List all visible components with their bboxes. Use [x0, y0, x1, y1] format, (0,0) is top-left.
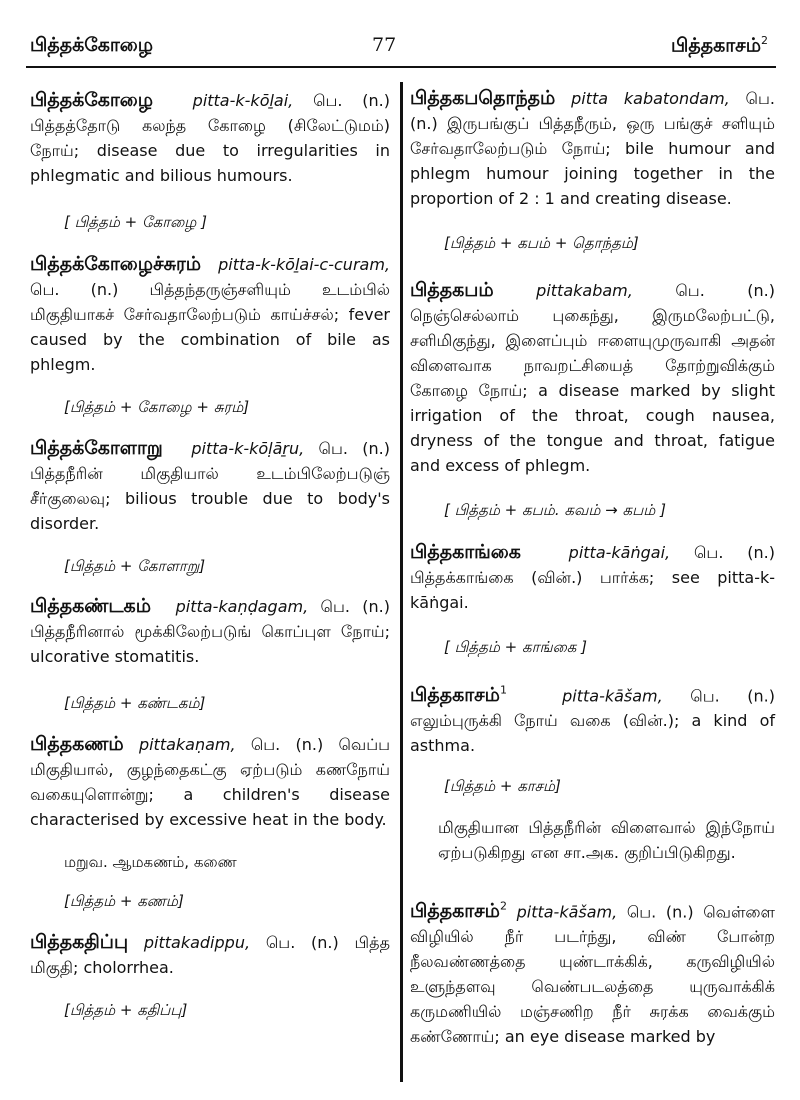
entry-headword: பித்தகபம்	[410, 279, 494, 301]
dictionary-entry	[410, 540, 775, 660]
entry-headword: பித்தகபதொந்தம்	[410, 87, 556, 109]
header-right-sup: 2	[761, 34, 768, 47]
entry-transliteration: pitta-kāšam,	[516, 902, 618, 922]
dictionary-entry	[30, 930, 390, 1023]
entry-pos: பெ. (n.)	[318, 439, 390, 458]
entry-transliteration: pittakaṇam,	[138, 735, 236, 754]
entry-headword	[410, 684, 507, 706]
entry-synonyms: மறுவ. ஆமகணம், கணை	[64, 853, 237, 871]
dictionary-entry	[30, 436, 390, 579]
dictionary-entry	[30, 252, 390, 420]
page-number: 77	[372, 34, 397, 56]
entry-headword: பித்தக்கோழை	[30, 89, 154, 111]
page-header	[0, 0, 800, 70]
dictionary-entry	[30, 88, 390, 235]
entry-etymology: [ பித்தம் + கோழை ]	[64, 213, 207, 231]
entry-transliteration: pitta-k-kōḷāṟu,	[191, 439, 305, 458]
entry-definition: வெப்ப மிகுதியால், குழந்தைகட்கு ஏற்படும் கணநோய் வகையுளொன்று; a children's disease characterised by excessive heat in the body.	[30, 735, 391, 829]
entry-transliteration: pittakadippu,	[143, 933, 251, 952]
entry-etymology: [பித்தம் + கண்டகம்]	[64, 694, 206, 712]
entry-headword: பித்தக்கோழைச்சுரம்	[30, 253, 202, 275]
entry-definition: நெஞ்செல்லாம் புகைந்து, இருமலேற்பட்டு, சளிமிகுந்து, இளைப்பும் ஈளையுமுருவாகி அதன் விளைவாக நாவறட்சியைத் தோற்றுவிக்கும் கோழை நோய்; a disease marked by slight irrigation of the throat, cough nausea, dryness of the tongue and throat, fatigue and excess of phlegm.	[410, 306, 775, 475]
entry-etymology: [பித்தம் + கதிப்பு]	[64, 1001, 188, 1019]
entry-headword: பித்தகணம்	[30, 733, 124, 755]
entry-etymology: [ பித்தம் + காங்கை ]	[444, 638, 587, 656]
entry-definition: வெள்ளை விழியில் நீர் படர்ந்து, விண் போன்ற நீலவண்ணத்தை யுண்டாக்கிக், கருவிழியில் உளுந்தளவு வெண்படலத்தை யுருவாக்கிக் கருமணியில் மஞ்சணிற நீர் சுரக்க வைக்கும் கண்ணோய்; an eye disease marked by	[410, 902, 775, 1047]
entry-transliteration: pitta-kāṅgai,	[568, 543, 671, 562]
dictionary-entry	[410, 894, 775, 1049]
entry-definition: பித்தக்காங்கை (வின்.) பார்க்க; see pitta-k-kāṅgai.	[410, 568, 775, 612]
entry-pos: பெ. (n.)	[675, 281, 775, 300]
entry-transliteration: pitta-kāšam,	[562, 686, 663, 706]
entry-headword: பித்தக்கோளாறு	[30, 437, 163, 459]
entry-etymology: [ பித்தம் + கபம். கவம் → கபம் ]	[444, 501, 666, 519]
entry-pos: பெ. (n.)	[410, 89, 775, 133]
entry-headword-text: பித்தகாசம்	[410, 684, 500, 707]
entry-definition: பித்தநீரினால் மூக்கிலேற்படுங் கொப்புள நோய்; ulcorative stomatitis.	[30, 622, 390, 666]
header-rule	[26, 66, 776, 68]
entry-transliteration: pitta-k-kōḻai-c-curam,	[218, 255, 390, 274]
entry-etymology: [பித்தம் + கணம்]	[64, 892, 184, 910]
entry-pos: பெ. (n.)	[30, 280, 119, 299]
entry-headword-sup: 1	[499, 684, 507, 697]
entry-headword: பித்தகண்டகம்	[30, 595, 151, 617]
entry-definition: பித்தநீரின் மிகுதியால் உடம்பிலேற்படுஞ் சீர்குலைவு; bilious trouble due to body's disorder.	[30, 464, 390, 533]
entry-headword: பித்தகதிப்பு	[30, 931, 129, 953]
dictionary-entry	[410, 278, 775, 523]
header-right-guideword	[671, 34, 768, 59]
entry-headword-sup: 2	[499, 900, 507, 913]
entry-transliteration: pittakabam,	[536, 281, 633, 300]
dictionary-entry	[30, 594, 390, 716]
entry-definition: பித்த மிகுதி; cholorrhea.	[30, 933, 390, 977]
entry-pos: பெ. (n.)	[320, 597, 390, 616]
entry-pos: பெ. (n.)	[250, 735, 324, 754]
entry-etymology: [பித்தம் + கோழை + சுரம்]	[64, 398, 250, 416]
entry-etymology: [பித்தம் + கோளாறு]	[64, 557, 206, 575]
dictionary-entry	[410, 86, 775, 256]
entry-pos: பெ. (n.)	[690, 686, 775, 706]
entry-etymology: [பித்தம் + கபம் + தொந்தம்]	[444, 234, 639, 252]
entry-definition: இருபங்குப் பித்தநீரும், ஒரு பங்குச் சளியும் சேர்வதாலேற்படும் நோய்; bile humour and phlegm humour joining together in the proportion of 2 : 1 and creating disease.	[410, 114, 775, 208]
header-right-text: பித்தகாசம்	[671, 34, 761, 57]
column-divider	[400, 82, 403, 1082]
entry-etymology: [பித்தம் + காசம்]	[444, 777, 561, 796]
entry-pos: பெ. (n.)	[626, 902, 694, 922]
entry-headword	[410, 900, 507, 922]
entry-transliteration: pitta kabatondam,	[571, 89, 730, 108]
entry-definition: பித்தந்தருஞ்சளியும் உடம்பில் மிகுதியாகச் சேர்வதாலேற்படும் காய்ச்சல்; fever caused by the combination of bile as phlegm.	[30, 280, 390, 374]
entry-headword-text: பித்தகாசம்	[410, 900, 500, 923]
header-left-guideword: பித்தக்கோழை	[30, 34, 154, 56]
entry-note: மிகுதியான பித்தநீரின் விளைவால் இந்நோய் ஏற்படுகிறது என சா.அக. குறிப்பிடுகிறது.	[438, 818, 775, 863]
dictionary-entry	[410, 678, 775, 865]
dictionary-entry	[30, 732, 390, 914]
entry-transliteration: pitta-kaṇḍagam,	[175, 597, 309, 616]
entry-pos: பெ. (n.)	[313, 91, 391, 110]
entry-definition: எலும்புருக்கி நோய் வகை (வின்.); a kind of asthma.	[410, 711, 775, 756]
entry-definition: பித்தத்தோடு கலந்த கோழை (சிலேட்டுமம்) நோய்; disease due to irregularities in phlegmatic and bilious humours.	[30, 116, 390, 185]
entry-transliteration: pitta-k-kōḻai,	[192, 91, 294, 110]
entry-pos: பெ. (n.)	[693, 543, 775, 562]
entry-pos: பெ. (n.)	[265, 933, 339, 952]
entry-headword: பித்தகாங்கை	[410, 541, 521, 563]
